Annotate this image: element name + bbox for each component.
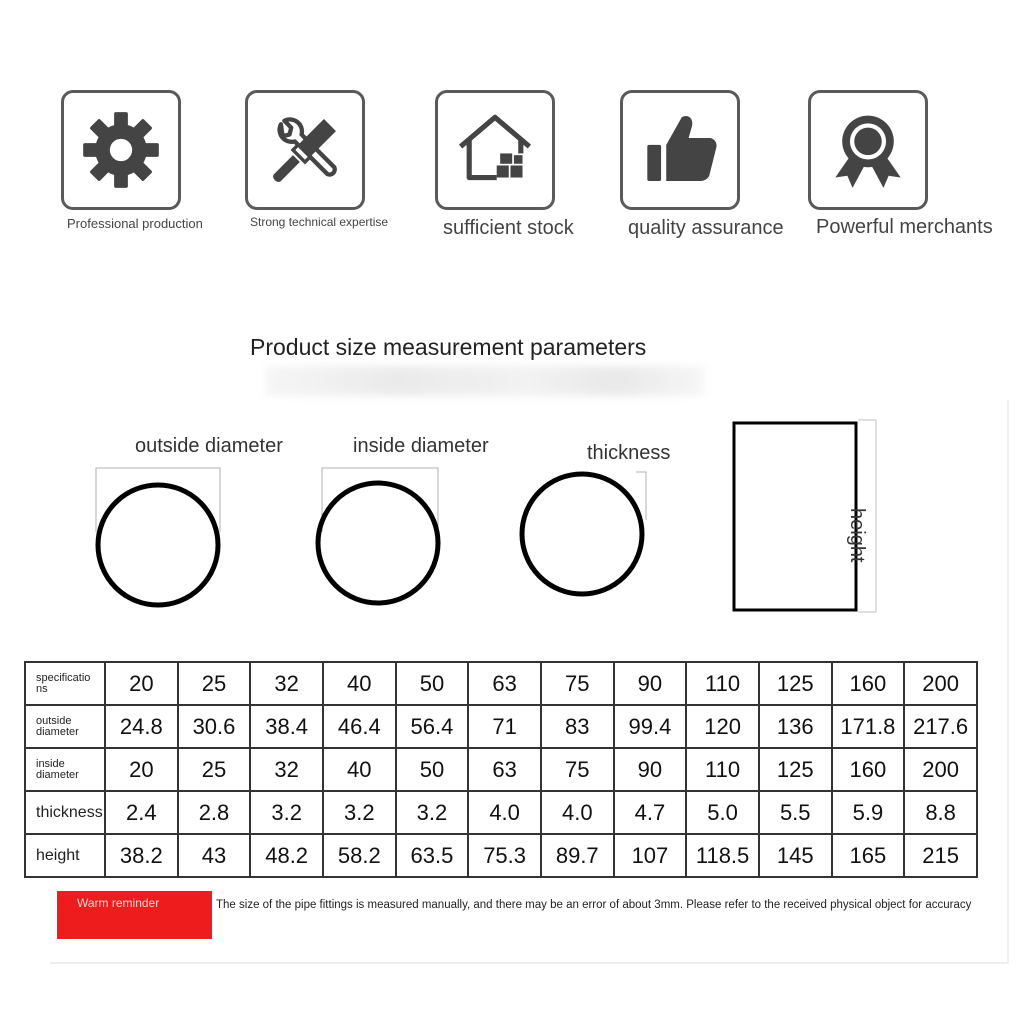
feature-label-technical: Strong technical expertise [250,215,389,229]
table-cell: 4.0 [468,791,541,834]
feature-box-technical [245,90,365,210]
table-cell: 110 [686,748,759,791]
table-cell: 63 [468,662,541,705]
table-cell: 5.5 [759,791,832,834]
table-cell: 3.2 [396,791,469,834]
table-cell: 63.5 [396,834,469,877]
table-cell: 5.9 [832,791,905,834]
table-cell: 4.0 [541,791,614,834]
section-title: Product size measurement parameters [250,334,647,360]
gear-icon [78,107,164,193]
feature-label-production: Professional production [67,216,203,231]
row-label: outside diameter [25,705,105,748]
feature-box-stock [435,90,555,210]
table-cell: 38.2 [105,834,178,877]
table-cell: 160 [832,662,905,705]
table-cell: 75 [541,748,614,791]
table-row [25,705,977,748]
thickness-label: thickness [587,442,671,464]
table-cell: 125 [759,748,832,791]
table-cell: 107 [614,834,687,877]
table-cell: 50 [396,748,469,791]
table-cell: 160 [832,748,905,791]
warm-reminder-text: The size of the pipe fittings is measured manually, and there may be an error of about 3mm. Please refer to the received physical object for accuracy [216,899,972,911]
table-cell: 56.4 [396,705,469,748]
feature-label-quality: quality assurance [628,217,784,239]
row-label: height [25,834,105,877]
table-row [25,748,977,791]
table-cell: 5.0 [686,791,759,834]
table-cell: 120 [686,705,759,748]
table-cell: 3.2 [323,791,396,834]
table-cell: 136 [759,705,832,748]
row-label: specificatio ns [25,662,105,705]
table-cell: 75.3 [468,834,541,877]
table-cell: 8.8 [904,791,977,834]
tools-icon [262,107,348,193]
row-label: thickness [25,791,105,834]
table-cell: 215 [904,834,977,877]
table-cell: 48.2 [250,834,323,877]
feature-box-quality [620,90,740,210]
feature-box-production [61,90,181,210]
table-cell: 46.4 [323,705,396,748]
thickness-diagram [522,472,646,594]
table-cell: 58.2 [323,834,396,877]
table-row [25,834,977,877]
feature-label-merchants: Powerful merchants [816,216,993,238]
table-cell: 40 [323,748,396,791]
blurred-subtitle [265,366,705,396]
table-cell: 32 [250,662,323,705]
table-cell: 25 [178,748,251,791]
table-cell: 43 [178,834,251,877]
table-cell: 90 [614,748,687,791]
table-cell: 99.4 [614,705,687,748]
outside-diameter-label: outside diameter [135,435,283,457]
inside-diameter-label: inside diameter [353,435,489,457]
table-cell: 50 [396,662,469,705]
table-cell: 20 [105,662,178,705]
table-cell: 171.8 [832,705,905,748]
height-label: height [846,508,868,563]
table-cell: 25 [178,662,251,705]
table-cell: 38.4 [250,705,323,748]
table-cell: 145 [759,834,832,877]
table-cell: 4.7 [614,791,687,834]
table-cell: 83 [541,705,614,748]
table-cell: 118.5 [686,834,759,877]
table-cell: 75 [541,662,614,705]
table-cell: 40 [323,662,396,705]
table-cell: 20 [105,748,178,791]
feature-box-merchants [808,90,928,210]
feature-label-stock: sufficient stock [443,217,574,239]
table-row [25,791,977,834]
inside-diameter-diagram [318,468,438,603]
bottom-divider [50,962,1008,964]
table-cell: 125 [759,662,832,705]
table-cell: 2.8 [178,791,251,834]
table-cell: 71 [468,705,541,748]
table-cell: 165 [832,834,905,877]
table-cell: 2.4 [105,791,178,834]
spec-table [24,661,978,878]
table-cell: 63 [468,748,541,791]
table-cell: 24.8 [105,705,178,748]
table-cell: 110 [686,662,759,705]
table-cell: 200 [904,748,977,791]
house-stock-icon [452,107,538,193]
table-cell: 30.6 [178,705,251,748]
table-cell: 200 [904,662,977,705]
table-cell: 32 [250,748,323,791]
table-row [25,662,977,705]
table-cell: 90 [614,662,687,705]
right-divider [1007,400,1009,964]
award-medal-icon [825,107,911,193]
table-cell: 3.2 [250,791,323,834]
thumbs-up-icon [637,107,723,193]
outside-diameter-diagram [96,468,220,605]
table-cell: 89.7 [541,834,614,877]
table-cell: 217.6 [904,705,977,748]
row-label: inside diameter [25,748,105,791]
warm-reminder-tag: Warm reminder [57,891,212,939]
